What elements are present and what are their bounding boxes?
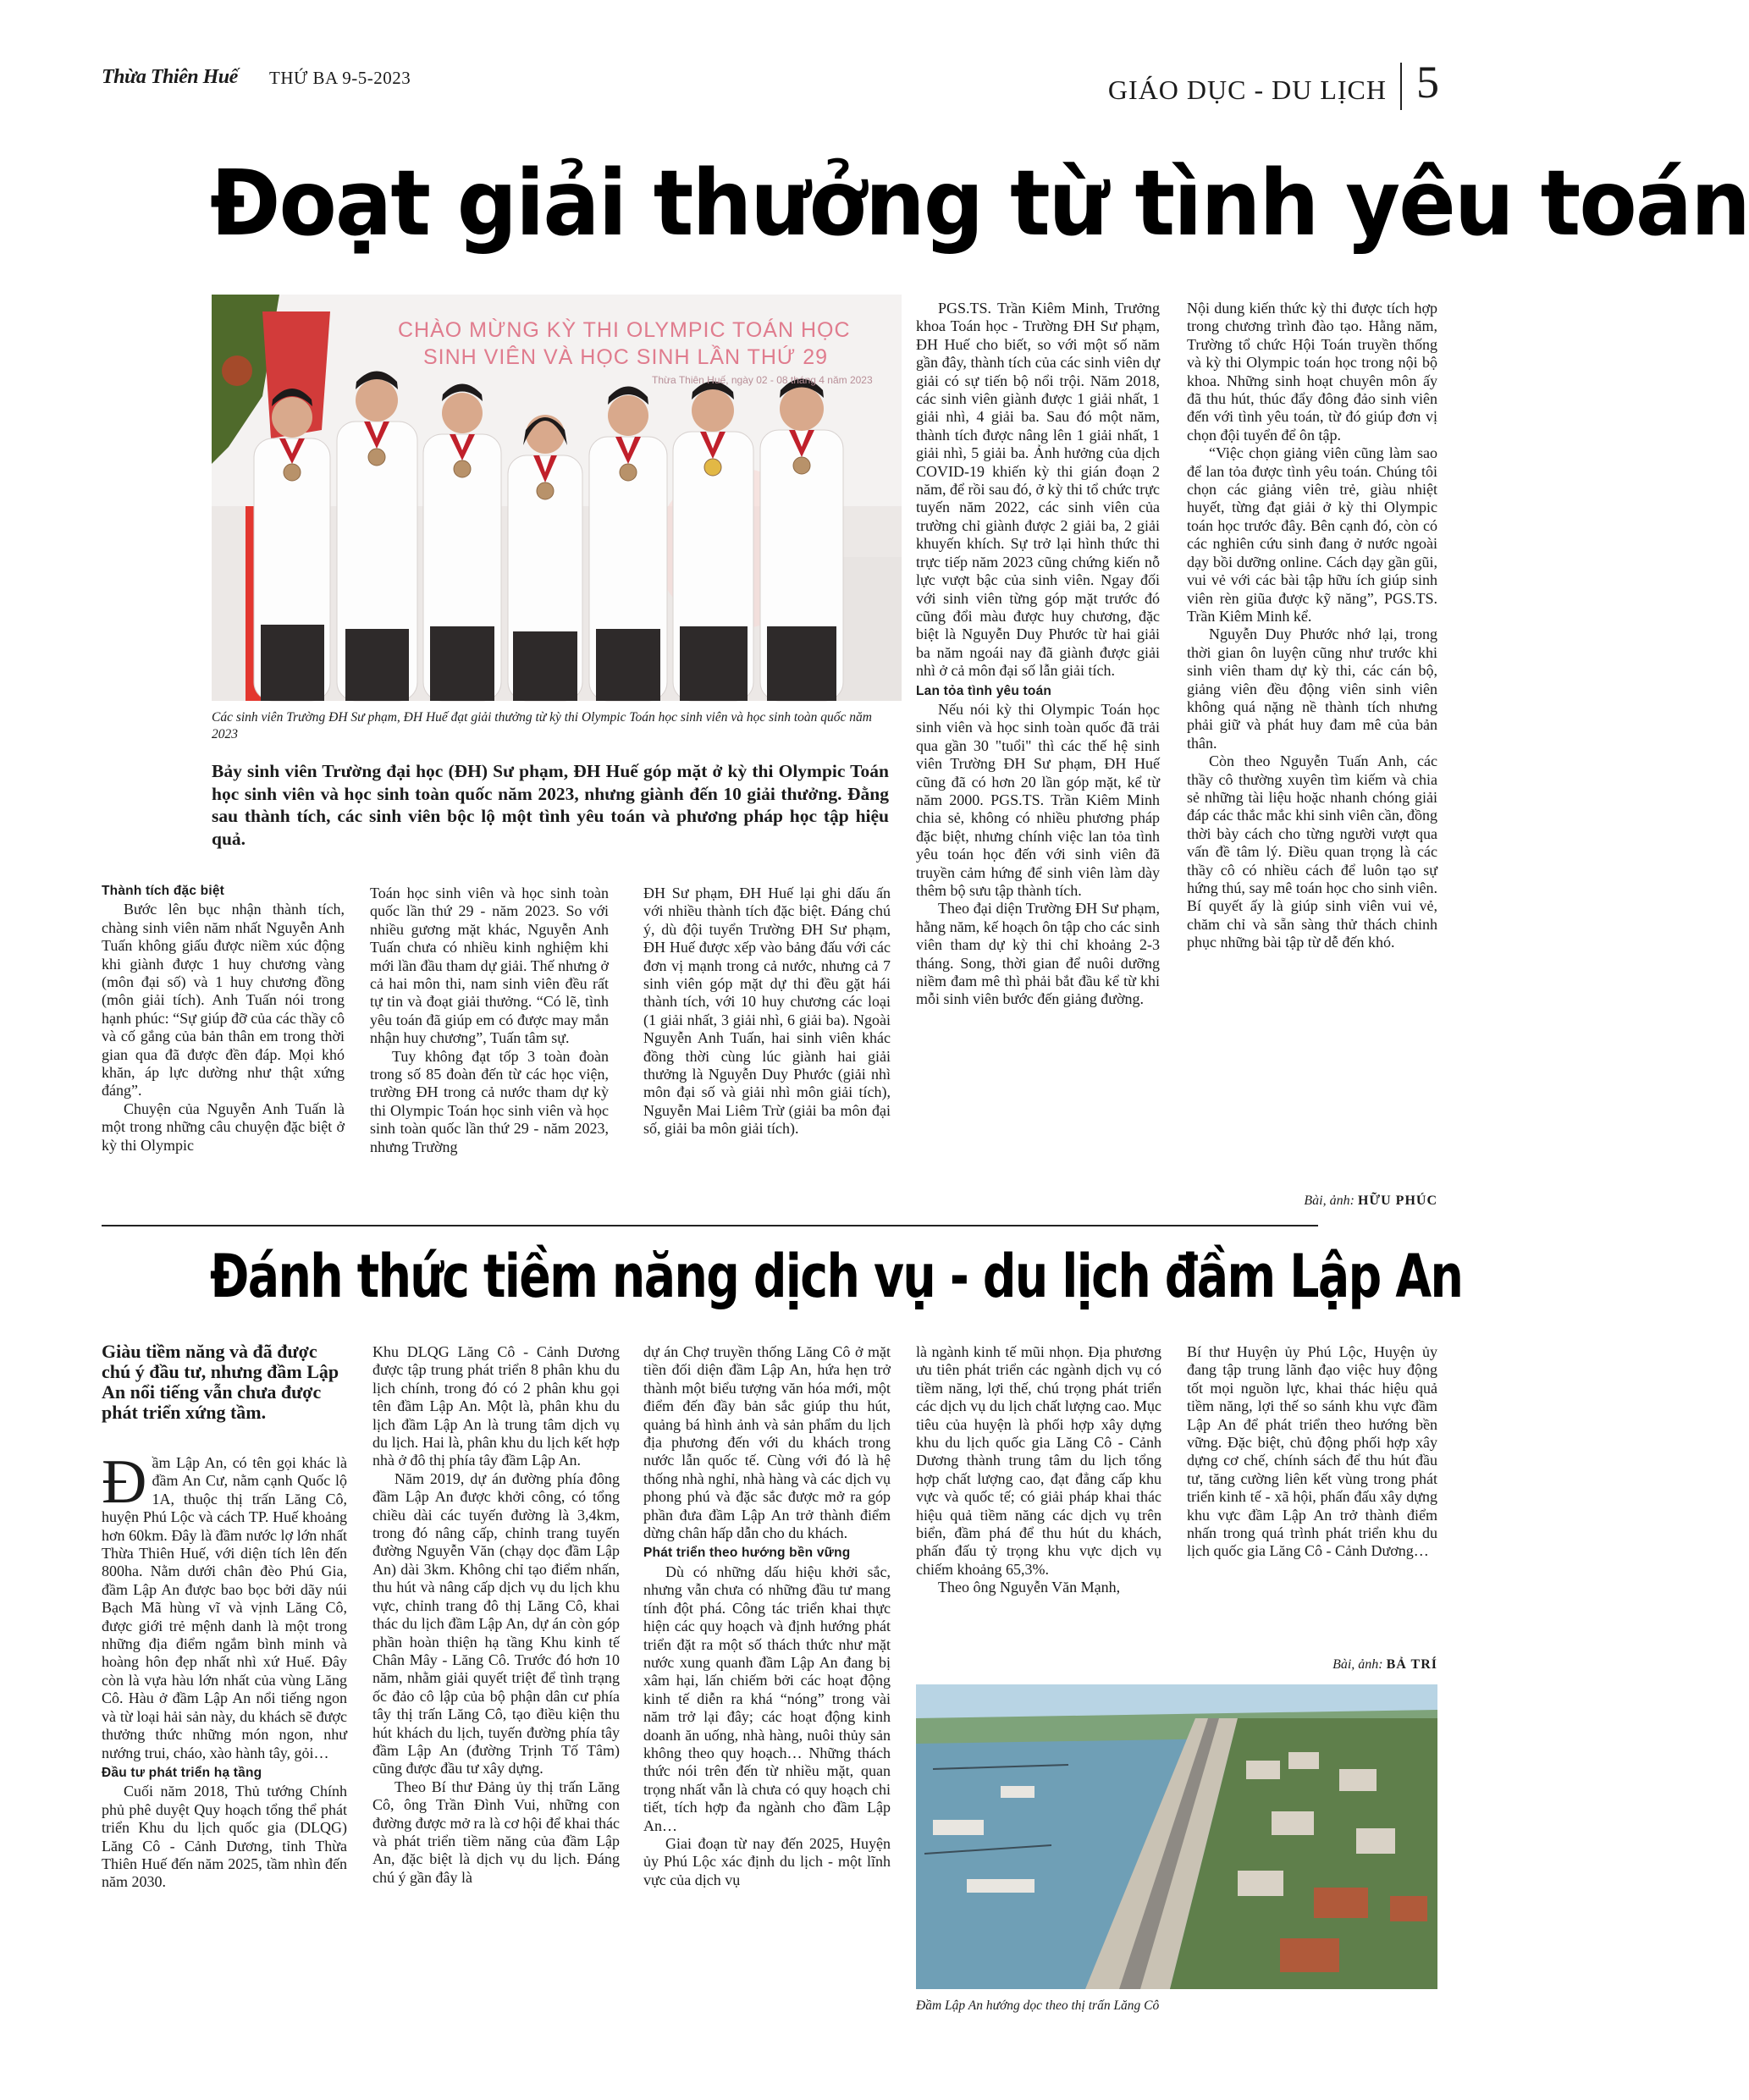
photo-banner-line2: SINH VIÊN VÀ HỌC SINH LẦN THỨ 29	[423, 345, 828, 369]
paragraph: Bước lên bục nhận thành tích, chàng sinh viên năm nhất Nguyễn Anh Tuấn không giấu được niềm xúc động khi giành được 1 huy chương vàng (môn đại số) và 1 huy chương đồng (môn giải tích). Anh Tuấn nói trong hạnh phúc: “Sự giúp đỡ của các thầy cô và cố gắng của bản thân em trong thời gian qua đã được đền đáp. Mọi khó khăn, áp lực dường như thật xứng đáng”.	[102, 901, 345, 1100]
page-header	[102, 57, 1439, 113]
paragraph: Theo Bí thư Đảng ủy thị trấn Lăng Cô, ông Trần Đình Vui, những con đường được mở ra là cơ hội để khai thác và phát triển tiềm năng của đầm Lập An, đặc biệt là dịch vụ du lịch. Đáng chú ý gần đây là	[372, 1778, 620, 1886]
article2-photo-caption: Đầm Lập An hướng dọc theo thị trấn Lăng Cô	[916, 1998, 1160, 2013]
paragraph: ĐH Sư phạm, ĐH Huế lại ghi dấu ấn với nhiều thành tích đặc biệt. Đáng chú ý, dù đội tuyển Trường ĐH Sư phạm, ĐH Huế được xếp vào bảng đấu với các đơn vị mạnh trong cả nước, nhưng cả 7 sinh viên góp mặt dự thi đều gặt hái thành tích, với 10 huy chương các loại (1 giải nhất, 3 giải nhì, 6 giải ba). Ngoài Nguyễn Anh Tuấn, hai sinh viên khác đồng thời cùng lúc giành hai giải thưởng là Nguyễn Duy Phước (giải nhì môn đại số và giải nhì môn giải tích), Nguyễn Mai Liêm Trừ (giải ba môn đại số, giải ba môn giải tích).	[643, 885, 891, 1138]
article2-col3	[643, 1343, 891, 1889]
article2-sapo: Giàu tiềm năng và đã được chú ý đầu tư, nhưng đầm Lập An nổi tiếng vẫn chưa được phát triển xứng tầm.	[102, 1341, 339, 1423]
article2-photo	[916, 1684, 1437, 1989]
paragraph: Cuối năm 2018, Thủ tướng Chính phủ phê duyệt Quy hoạch tổng thể phát triển Khu du lịch quốc gia (DLQG) Lăng Cô - Cảnh Dương, tỉnh Thừa Thiên Huế đến năm 2025, tầm nhìn đến năm 2030.	[102, 1783, 347, 1891]
subhead-thanh-tich: Thành tích đặc biệt	[102, 884, 225, 898]
paragraph: Năm 2019, dự án đường phía đông đầm Lập An được khởi công, có tổng chiều dài các tuyến đường là 3,4km, trong đó nâng cấp, chỉnh trang tuyến đường Nguyễn Văn (chạy dọc đầm Lập An) dài 3km. Không chỉ tạo điểm nhấn, thu hút và nâng cấp dịch vụ du lịch khu vực, chỉnh trang đô thị Lăng Cô, khai thác du lịch đầm Lập An, dự án còn góp phần hoàn thiện hạ tầng Khu kinh tế Chân Mây - Lăng Cô. Trước đó hơn 10 năm, nhằm giải quyết triệt để tình trạng ốc đảo cô lập của bộ phận dân cư phía tây thị trấn Lăng Cô, tạo điều kiện thu hút khách du lịch, tuyến đường phía tây đầm Lập An (đường Trịnh Tố Tâm) cũng được đầu tư xây dựng.	[372, 1469, 620, 1778]
article1-col2	[370, 885, 609, 1156]
article1-col3	[643, 885, 891, 1138]
header-divider	[1400, 63, 1402, 110]
article1-sapo: Bảy sinh viên Trường đại học (ĐH) Sư phạm, ĐH Huế góp mặt ở kỳ thi Olympic Toán học sinh viên và học sinh toàn quốc năm 2023, nhưng giành đến 10 giải thưởng. Đằng sau thành tích, các sinh viên bộc lộ một tình yêu toán và phương pháp học tập hiệu quả.	[212, 761, 889, 849]
article1-photo-caption: Các sinh viên Trường ĐH Sư phạm, ĐH Huế đạt giải thưởng từ kỳ thi Olympic Toán học sinh viên và học sinh toàn quốc năm 2023	[212, 710, 872, 741]
credit-label: Bài, ảnh:	[1332, 1657, 1383, 1672]
paragraph: Tuy không đạt tốp 3 toàn đoàn trong số 85 đoàn đến từ các học viện, trường ĐH trong cả nước tham dự kỳ thi Olympic Toán học sinh viên và học sinh toàn quốc lần thứ 29 - năm 2023, nhưng Trường	[370, 1047, 609, 1155]
article-separator	[102, 1225, 1318, 1226]
article2-col2	[372, 1343, 620, 1887]
paragraph: Còn theo Nguyễn Tuấn Anh, các thầy cô thường xuyên tìm kiếm và chia sẻ những tài liệu hoặc nhanh chóng giải đáp các thắc mắc khi sinh viên cần, đồng thời bày cách cho từng người vượt qua vấn đề tâm lý. Điều quan trọng là các thầy cô có nhiều cách để luôn tạo sự hứng thú, say mê toán học cho sinh viên. Bí quyết ấy là giúp sinh viên vui vẻ, chăm chỉ và sẵn sàng thử thách chinh phục những bài tập từ dễ đến khó.	[1187, 752, 1437, 951]
credit-author: BẢ TRÍ	[1386, 1657, 1437, 1672]
article1-col1	[102, 880, 345, 1155]
subhead-dau-tu: Đầu tư phát triển hạ tầng	[102, 1765, 262, 1780]
credit-label: Bài, ảnh:	[1304, 1193, 1355, 1208]
article2-col5	[1187, 1343, 1437, 1561]
subhead-phat-trien: Phát triển theo hướng bền vững	[643, 1546, 851, 1561]
article2-col4	[916, 1343, 1161, 1597]
paragraph: là ngành kinh tế mũi nhọn. Địa phương ưu tiên phát triển các ngành dịch vụ có tiềm năng, lợi thế, chú trọng phát triển các dịch vụ du lịch chất lượng cao. Mục tiêu của huyện là phối hợp xây dựng khu du lịch quốc gia Lăng Cô - Cảnh Dương thành trung tâm du lịch tổng hợp chất lượng cao, đạt đẳng cấp khu vực và quốc tế; có giải pháp khai thác hiệu quả tiềm năng các dịch vụ trên biển, đầm phá để thu hút du khách, phấn đấu tỷ trọng khu vực dịch vụ chiếm khoảng 65,3%.	[916, 1343, 1161, 1578]
photo-banner-line1: CHÀO MỪNG KỲ THI OLYMPIC TOÁN HỌC	[398, 318, 851, 342]
paragraph: Nguyễn Duy Phước nhớ lại, trong thời gian ôn luyện cũng như trước khi sinh viên tham dự kỳ thi, các cán bộ, giảng viên đều động viên sinh viên không quá nặng nề thành tích nhưng phải giữ và phát huy đam mê của bản thân.	[1187, 626, 1437, 752]
lagoon-aerial-illustration	[916, 1684, 1437, 1989]
subhead-lan-toa: Lan tỏa tình yêu toán	[916, 683, 1052, 698]
paragraph: Giai đoạn từ nay đến 2025, Huyện ủy Phú Lộc xác định du lịch - một lĩnh vực của dịch vụ	[643, 1834, 891, 1888]
paragraph: Nội dung kiến thức kỳ thi được tích hợp trong chương trình đào tạo. Hằng năm, Trường tổ chức Hội Toán truyền thống và kỳ thi Olympic toán học trong nội bộ khoa. Những sinh hoạt chuyên môn ấy đã thu hút, thúc đẩy đông đảo sinh viên đến với tình yêu toán, từ đó giúp đơn vị chọn đội tuyển để ôn tập.	[1187, 300, 1437, 444]
article1-col4	[916, 300, 1160, 1009]
paragraph: Theo ông Nguyễn Văn Mạnh,	[938, 1579, 1121, 1596]
article1-col5	[1187, 300, 1437, 952]
paragraph: Toán học sinh viên và học sinh toàn quốc lần thứ 29 - năm 2023. So với nhiều gương mặt khác, Nguyễn Anh Tuấn chưa có nhiều kinh nghiệm khi mới lần đầu tham dự giải. Thế nhưng ở cả hai môn thi, nam sinh viên đều rất tự tin và đoạt giải thưởng. “Có lẽ, tình yêu toán đã giúp em có được may mắn nhận huy chương”, Tuấn tâm sự.	[370, 885, 609, 1047]
paragraph: Nếu nói kỳ thi Olympic Toán học sinh viên và học sinh toàn quốc đã trải qua gần 30 "tuổi" thì các thế hệ sinh viên Trường ĐH Sư phạm, ĐH Huế cũng đã có hơn 20 lần góp mặt, kể từ năm 2000. PGS.TS. Trần Kiêm Minh chia sẻ, không có nhiều phương pháp đặc biệt, nhưng chính việc lan tỏa tình yêu toán học đến với sinh viên đã truyền cảm hứng để sinh viên làm dày thêm bộ sưu tập thành tích.	[916, 700, 1160, 899]
paragraph: ầm Lập An, có tên gọi khác là đầm An Cư, nằm cạnh Quốc lộ 1A, thuộc thị trấn Lăng Cô, huyện Phú Lộc và cách TP. Huế khoảng hơn 60km. Đây là đầm nước lợ lớn nhất Thừa Thiên Huế, với diện tích lên đến 800ha. Nằm dưới chân đèo Phú Gia, đầm Lập An được bao bọc bởi dãy núi Bạch Mã hùng vĩ và vịnh Lăng Cô, được giới trẻ mệnh danh là một trong những địa điểm ngắm bình minh và hoàng hôn đẹp nhất nhì xứ Huế. Đây còn là vựa hàu lớn nhất của vùng Lăng Cô. Hàu ở đầm Lập An nổi tiếng ngon và từ loại hải sản này, du khách sẽ được thưởng thức những món ngon, như nướng trui, cháo, xào hành tây, gỏi…	[102, 1454, 347, 1761]
paragraph: Theo đại diện Trường ĐH Sư phạm, hằng năm, kế hoạch ôn tập cho các sinh viên tham dự kỳ thi chỉ khoảng 2-3 tháng. Song, thời gian để nuôi dưỡng niềm đam mê thì phải bắt đầu kể từ khi mỗi sinh viên bước đến giảng đường.	[916, 900, 1160, 1008]
dropcap-letter: Đ	[102, 1447, 147, 1517]
paragraph: Khu DLQG Lăng Cô - Cảnh Dương được tập trung phát triển 8 phân khu du lịch chính, trong đó có 2 phân khu gọi tên đầm Lập An. Một là, phân khu du lịch đầm Lập An là trung tâm dịch vụ du lịch. Hai là, phân khu du lịch kết hợp nhà ở đô thị phía tây đầm Lập An.	[372, 1343, 620, 1469]
article2-credit	[1187, 1657, 1437, 1673]
article1-photo	[212, 295, 902, 701]
paragraph: Bí thư Huyện ủy Phú Lộc, Huyện ủy đang tập trung lãnh đạo việc huy động tốt mọi nguồn lực, khai thác hiệu quả tiềm năng, lợi thế so sánh khu vực đầm Lập An để phát triển theo hướng bền vững. Đặc biệt, chủ động phối hợp xây dựng cơ chế, chính sách để thu hút đầu tư, tăng cường liên kết vùng trong phát triển kinh tế - xã hội, phấn đấu xây dựng khu vực đầm Lập An trở thành điểm nhấn trong quá trình phát triển khu du lịch quốc gia Lăng Cô - Cảnh Dương…	[1187, 1343, 1437, 1560]
section-name: GIÁO DỤC - DU LỊCH	[1107, 74, 1387, 105]
article2-headline: Đánh thức tiềm năng dịch vụ - du lịch đầm Lập An	[210, 1242, 1463, 1311]
paragraph: dự án Chợ truyền thống Lăng Cô ở mặt tiền đối diện đầm Lập An, hứa hẹn trở thành một biểu tượng văn hóa mới, một điểm đến đầy bản sắc giúp thu hút, quảng bá hình ảnh và sản phẩm du lịch địa phương đến với du khách trong nước lẫn quốc tế. Cùng với đó là hệ thống nhà nghỉ, nhà hàng và các dịch vụ phong phú và đặc sắc được mở ra góp phần đưa đầm Lập An trở thành điểm dừng chân hấp dẫn cho du khách.	[643, 1343, 891, 1542]
newspaper-name: Thừa Thiên Huế	[102, 66, 238, 88]
paragraph: PGS.TS. Trần Kiêm Minh, Trưởng khoa Toán học - Trường ĐH Sư phạm, ĐH Huế cho biết, so với một số năm gần đây, thành tích của các sinh viên dự giải có sự tiến bộ nổi trội. Năm 2018, các sinh viên giành được 1 giải nhất, 1 giải nhì, 4 giải ba. Sau đó một năm, thành tích được nâng lên 1 giải nhất, 1 giải nhì, 5 giải ba. Ảnh hưởng của dịch COVID-19 khiến kỳ thi gián đoạn 2 năm, để rồi sau đó, ở kỳ thi tổ chức trực tuyến năm 2022, các sinh viên của trường chỉ giành được 2 giải ba, 2 giải khuyến khích. Sự trở lại hình thức thi trực tiếp năm 2023 cũng chứng kiến nỗ lực vượt bậc của sinh viên. Ngay đối với sinh viên từng góp mặt trước đó cũng đổi màu được huy chương, đặc biệt là Nguyễn Duy Phước từ hai giải ba năm ngoái nay đã giành được giải nhì ở cả môn đại số lẫn giải tích.	[916, 300, 1160, 680]
credit-author: HỮU PHÚC	[1357, 1193, 1437, 1208]
paragraph: “Việc chọn giảng viên cũng làm sao để lan tỏa được tình yêu toán. Chúng tôi chọn các giảng viên trẻ, giàu nhiệt huyết, từng đạt giải ở kỳ thi Olympic toán học trước đây. Bên cạnh đó, còn có các nghiên cứu sinh đang ở nước ngoài dạy bồi dưỡng online. Cách dạy gần gũi, vui vẻ với các bài tập hữu ích giúp sinh viên rèn giũa được kỹ năng”, PGS.TS. Trần Kiêm Minh kể.	[1187, 444, 1437, 625]
article1-headline: Đoạt giải thưởng từ tình yêu toán	[210, 152, 1749, 256]
page-number: 5	[1416, 57, 1439, 107]
article2-col1	[102, 1447, 347, 1892]
paragraph: Chuyện của Nguyễn Anh Tuấn là một trong những câu chuyện đặc biệt ở kỳ thi Olympic	[102, 1100, 345, 1154]
paragraph: Dù có những dấu hiệu khởi sắc, nhưng vẫn chưa có những đầu tư mang tính đột phá. Công tác triển khai thực hiện các quy hoạch và định hướng phát triển đặt ra một số thách thức như mặt nước xung quanh đầm Lập An đang bị xâm hại, lấn chiếm bởi các hoạt động kinh tế diễn ra khá “nóng” trong vài năm trở lại đây; các hoạt động kinh doanh ăn uống, nhà hàng, nuôi thủy sản không theo quy hoạch… Những thách thức nói trên đến từ nhiều mặt, quan trọng nhất vẫn là chưa có quy hoạch chi tiết, tích hợp đa ngành cho đầm Lập An…	[643, 1563, 891, 1834]
photo-banner-sub: Thừa Thiên Huế, ngày 02 - 08 tháng 4 năm 2023	[652, 374, 873, 386]
issue-date: THỨ BA 9-5-2023	[269, 68, 411, 88]
article1-credit	[1187, 1193, 1437, 1209]
